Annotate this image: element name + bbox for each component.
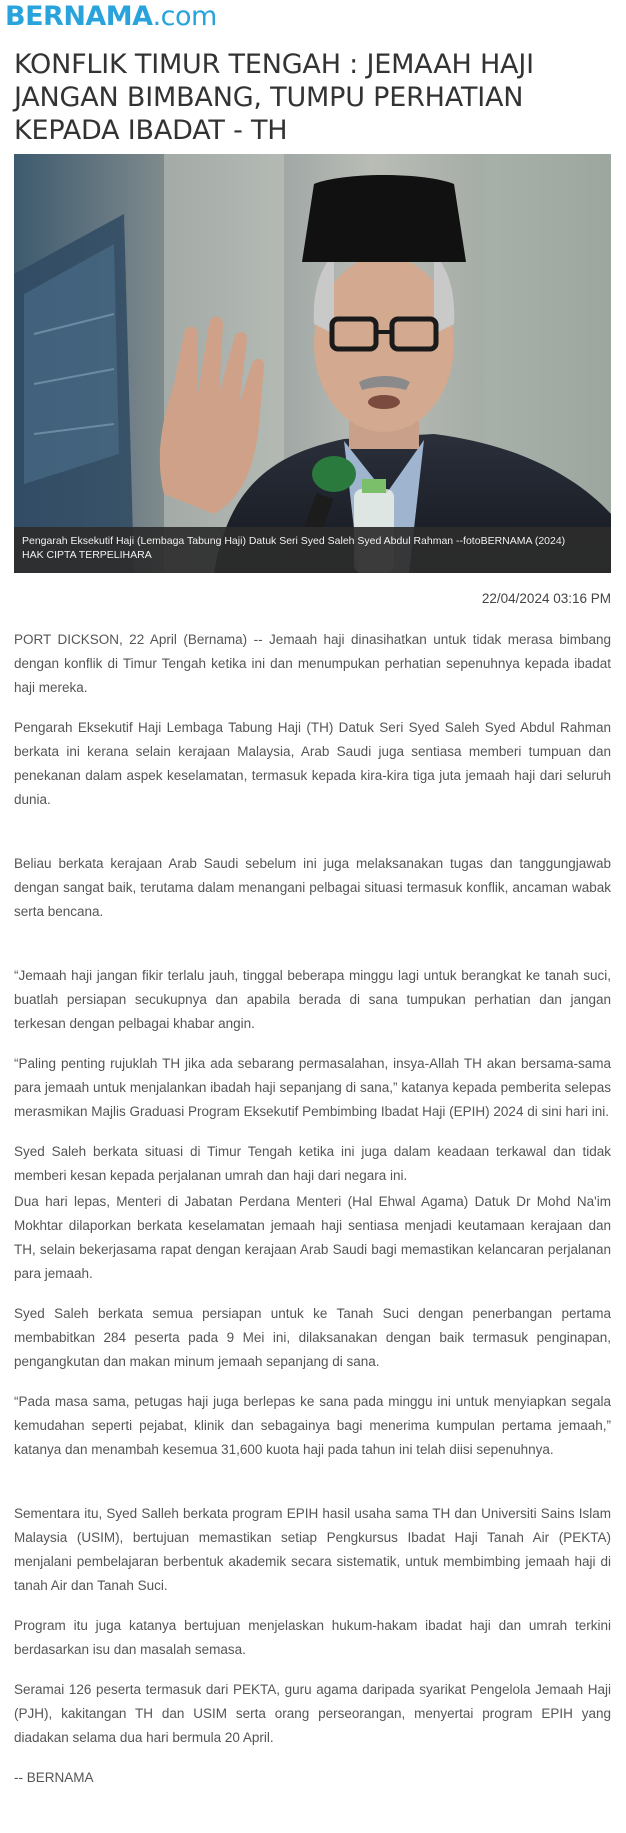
logo-domain-text: .com [152, 1, 217, 32]
paragraph: Seramai 126 peserta termasuk dari PEKTA, guru agama daripada syarikat Pengelola Jemaah Haji (PJH), kakitangan TH dan USIM serta orang perseorangan, menyertai program EPIH yang diadakan selama dua hari bermula 20 April. [14, 1682, 611, 1745]
paragraph: Program itu juga katanya bertujuan menjelaskan hukum-hakam ibadat haji dan umrah terkini berdasarkan isu dan masalah semasa. [14, 1618, 611, 1657]
paragraph: “Jemaah haji jangan fikir terlalu jauh, tinggal beberapa minggu lagi untuk berangkat ke tanah suci, buatlah persiapan secukupnya dan apabila berada di sana tumpukan perhatian dan jangan terkesan dengan pelbagai khabar angin. [14, 968, 611, 1031]
photo-caption [14, 527, 611, 573]
logo-brand-text: BERNAMA [5, 1, 153, 32]
paragraph: Pengarah Eksekutif Haji Lembaga Tabung Haji (TH) Datuk Seri Syed Saleh Syed Abdul Rahman berkata ini kerana selain kerajaan Malaysia, Arab Saudi juga sentiasa memberi tumpuan dan penekanan dalam aspek keselamatan, termasuk kepada kira-kira tiga juta jemaah haji dari seluruh dunia. [14, 720, 611, 807]
caption-text: Pengarah Eksekutif Haji (Lembaga Tabung Haji) Datuk Seri Syed Saleh Syed Abdul Rahman --fotoBERNAMA (2024) [22, 535, 566, 547]
paragraph: PORT DICKSON, 22 April (Bernama) -- Jemaah haji dinasihatkan untuk tidak merasa bimbang dengan konflik di Timur Tengah ketika ini dan menumpukan perhatian sepenuhnya kepada ibadat haji mereka. [14, 632, 611, 695]
paragraph: Sementara itu, Syed Salleh berkata program EPIH hasil usaha sama TH dan Universiti Sains Islam Malaysia (USIM), bertujuan memastikan setiap Pengkursus Ibadat Haji Tanah Air (PEKTA) menjalani pembelajaran berbentuk akademik secara sistematik, untuk membimbing jemaah haji di tanah Air dan Tanah Suci. [14, 1506, 611, 1593]
paragraph: Dua hari lepas, Menteri di Jabatan Perdana Menteri (Hal Ehwal Agama) Datuk Dr Mohd Na'im Mokhtar dilaporkan berkata keselamatan jemaah haji sentiasa menjadi keutamaan kerajaan dan TH, selain bekerjasama rapat dengan kerajaan Arab Saudi bagi memastikan kelancaran perjalanan para jemaah. [14, 1194, 611, 1281]
paragraph: “Paling penting rujuklah TH jika ada sebarang permasalahan, insya-Allah TH akan bersama-sama para jemaah untuk menjalankan ibadah haji sepanjang di sana,” katanya kepada pemberita selepas merasmikan Majlis Graduasi Program Eksekutif Pembimbing Ibadat Haji (EPIH) 2024 di sini hari ini. [14, 1056, 611, 1119]
article-body [14, 628, 611, 1790]
paragraph: Syed Saleh berkata situasi di Timur Tengah ketika ini juga dalam keadaan terkawal dan tidak memberi kesan kepada perjalanan umrah dan haji dari negara ini. [14, 1144, 611, 1183]
photo-illustration [14, 154, 611, 573]
paragraph: “Pada masa sama, petugas haji juga berlepas ke sana pada minggu ini untuk menyiapkan segala kemudahan seperti pejabat, klinik dan sebagainya bagi menerima kumpulan pertama jemaah,” katanya dan menambah kesemua 31,600 kuota haji pada tahun ini telah diisi sepenuhnya. [14, 1394, 611, 1457]
article-photo [14, 154, 611, 573]
paragraph: Beliau berkata kerajaan Arab Saudi sebelum ini juga melaksanakan tugas dan tanggungjawab dengan sangat baik, terutama dalam menangani pelbagai situasi termasuk konflik, ancaman wabak serta bencana. [14, 856, 611, 919]
publish-datetime: 22/04/2024 03:16 PM [481, 591, 611, 606]
byline: -- BERNAMA [14, 1770, 94, 1785]
paragraph: Syed Saleh berkata semua persiapan untuk ke Tanah Suci dengan penerbangan pertama membabitkan 284 peserta pada 9 Mei ini, dilaksanakan dengan baik termasuk penginapan, pengangkutan dan makan minum jemaah sepanjang di sana. [14, 1306, 611, 1369]
caption-copyright: HAK CIPTA TERPELIHARA [22, 549, 152, 561]
site-logo[interactable] [5, 0, 217, 34]
article-headline: KONFLIK TIMUR TENGAH : JEMAAH HAJI JANGAN BIMBANG, TUMPU PERHATIAN KEPADA IBADAT - TH [14, 49, 534, 146]
